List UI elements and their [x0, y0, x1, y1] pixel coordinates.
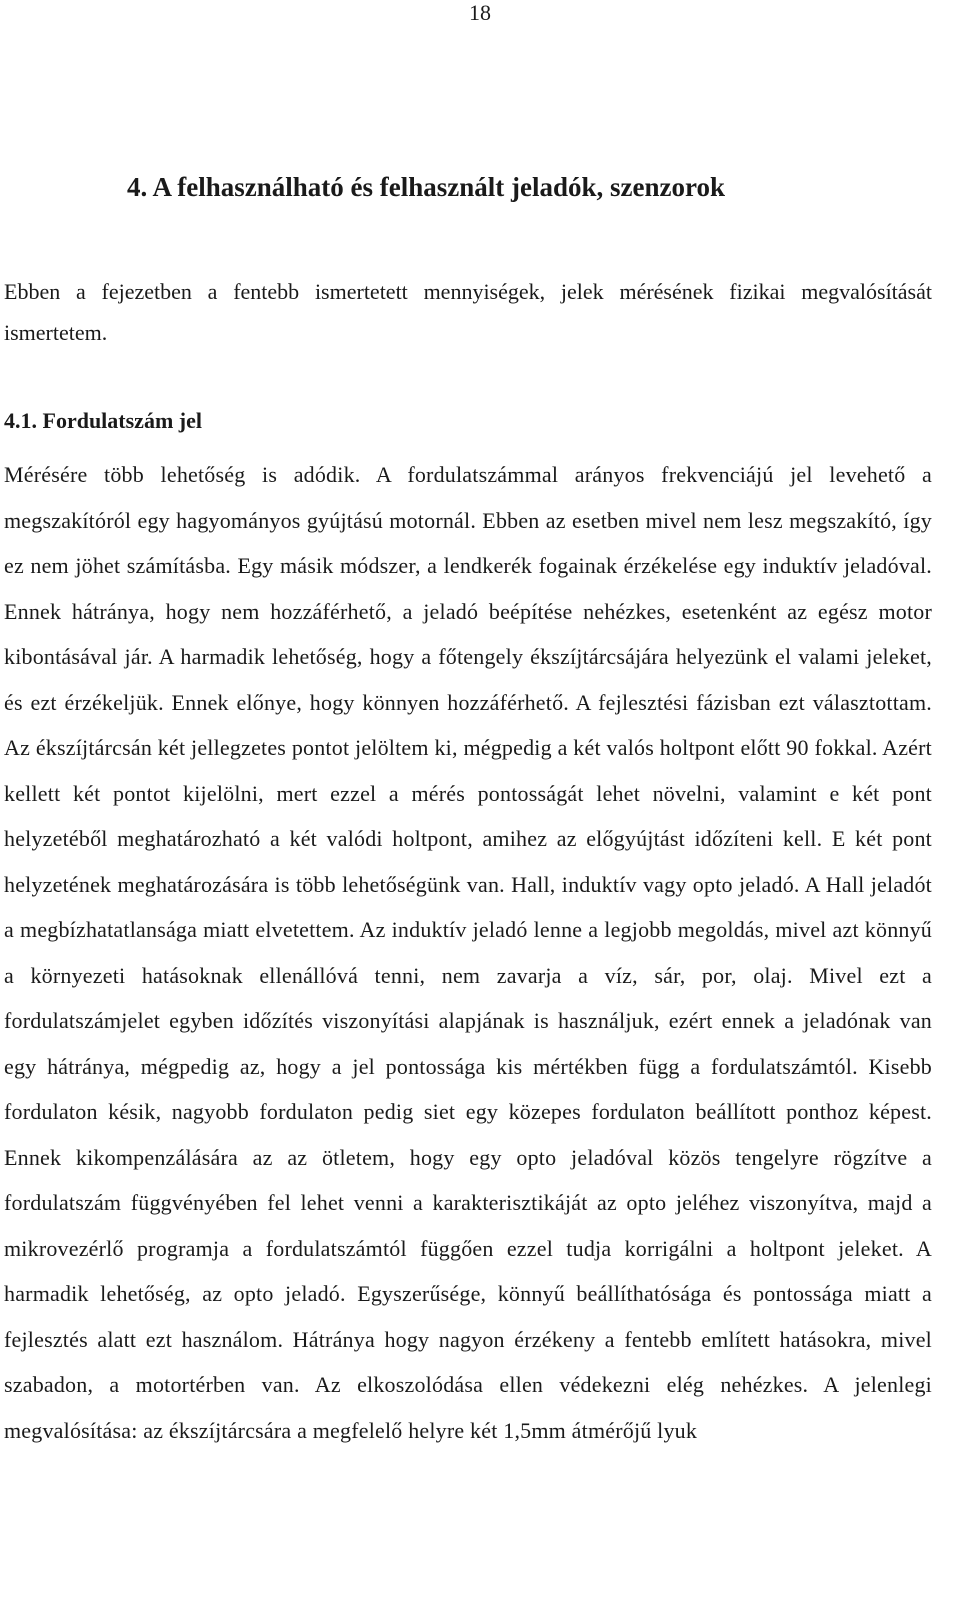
chapter-intro: Ebben a fejezetben a fentebb ismertetett mennyiségek, jelek mérésének fizikai megvalósítását ismertetem. [4, 279, 932, 345]
chapter-title: 4. A felhasználható és felhasznált jeladók, szenzorok [127, 172, 726, 202]
section-heading: 4.1. Fordulatszám jel [4, 408, 202, 433]
page-number: 18 [469, 0, 491, 25]
section-paragraph: Mérésére több lehetőség is adódik. A fordulatszámmal arányos frekvenciájú jel levehető a megszakítóról egy hagyományos gyújtású motornál. Ebben az esetben mivel nem lesz megszakító, így ez nem jöhet számításba. Egy másik módszer, a lendkerék fogainak érzékelése egy induktív jeladóval. Ennek hátránya, hogy nem hozzáférhető, a jeladó beépítése nehézkes, esetenként az egész motor kibontásával jár. A harmadik lehetőség, hogy a főtengely ékszíjtárcsájára helyezünk el valami jeleket, és ezt érzékeljük. Ennek előnye, hogy könnyen hozzáférhető. A fejlesztési fázisban ezt választottam. Az ékszíjtárcsán két jellegzetes pontot jelöltem ki, mégpedig a két valós holtpont előtt 90 fokkal. Azért kellett két pontot kijelölni, mert ezzel a mérés pontosságát lehet növelni, valamint e két pont helyzetéből meghatározható a két valódi holtpont, amihez az előgyújtást időzíteni kell. E két pont helyzetének meghatározására is több lehetőségünk van. Hall, induktív vagy opto jeladó. A Hall jeladót a megbízhatatlansága miatt elvetettem. Az induktív jeladó lenne a legjobb megoldás, mivel azt könnyű a környezeti hatásoknak ellenállóvá tenni, nem zavarja a víz, sár, por, olaj. Mivel ezt a fordulatszámjelet egyben időzítés viszonyítási alapjának is használjuk, ezért ennek a jeladónak van egy hátránya, mégpedig az, hogy a jel pontossága kis mértékben függ a fordulatszámtól. Kisebb fordulaton késik, nagyobb fordulaton pedig siet egy közepes fordulaton beállított ponthoz képest. Ennek kikompenzálására az az ötletem, hogy egy opto jeladóval közös tengelyre rögzítve a fordulatszám függvényében fel lehet venni a karakterisztikáját az opto jeléhez viszonyítva, majd a mikrovezérlő programja a fordulatszámtól függően ezzel tudja korrigálni a holtpont jeleket. A harmadik lehetőség, az opto jeladó. Egyszerűsége, könnyű beállíthatósága és pontossága miatt a fejlesztés alatt ezt használom. Hátránya hogy nagyon érzékeny a fentebb említett hatásokra, mivel szabadon, a motortérben van. Az elkoszolódása ellen védekezni elég nehézkes. A jelenlegi megvalósítása: az ékszíjtárcsára a megfelelő helyre két 1,5mm átmérőjű lyuk [4, 462, 932, 1443]
